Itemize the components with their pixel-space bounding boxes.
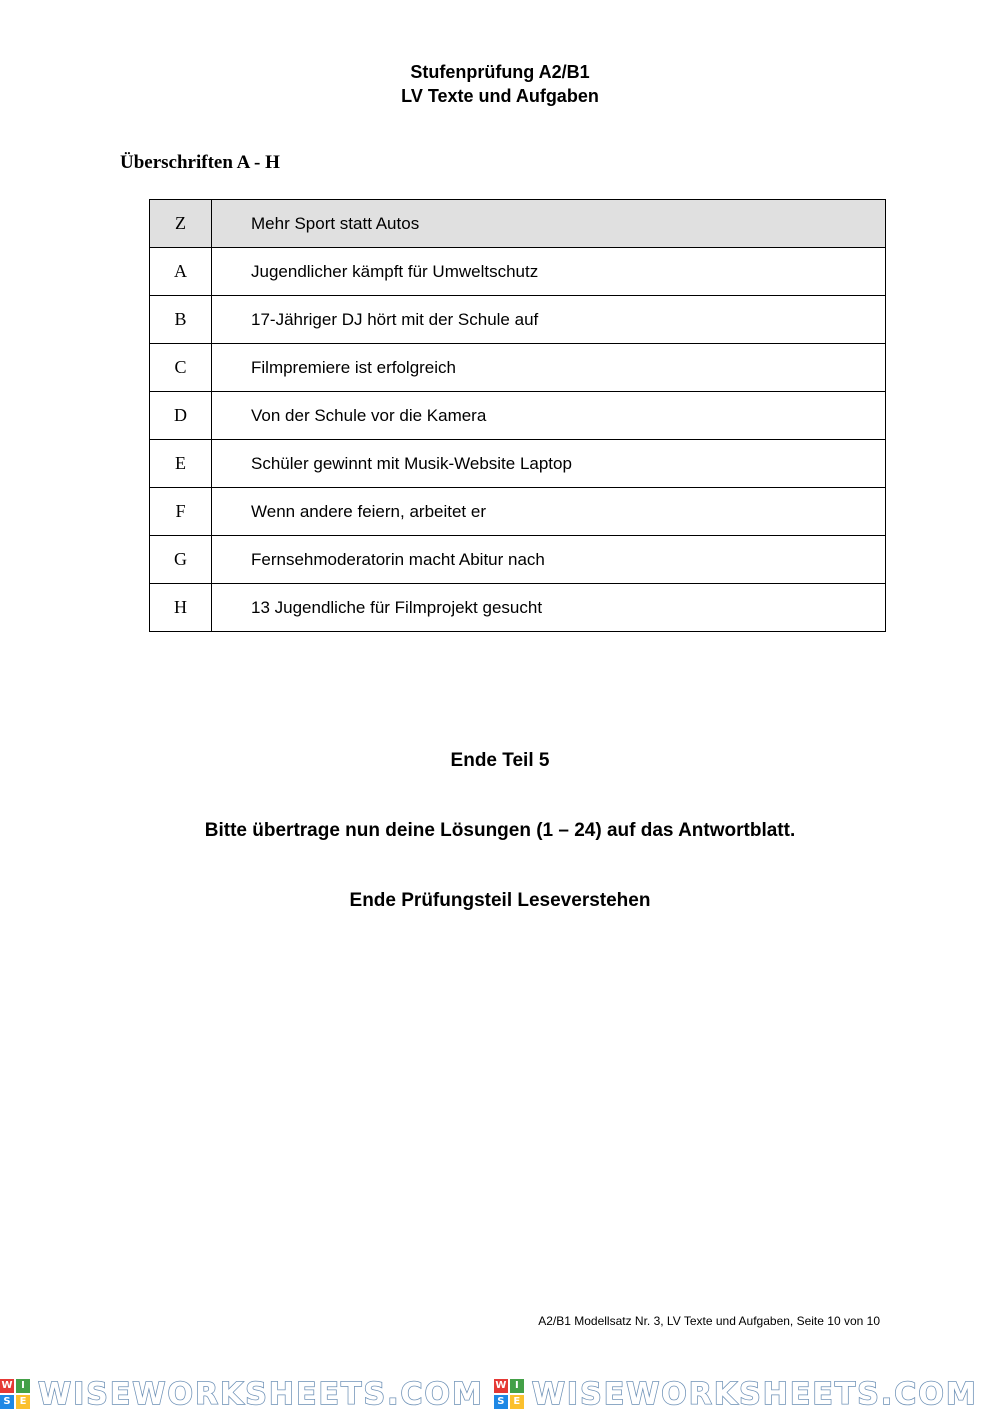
row-letter: F bbox=[150, 488, 212, 536]
row-heading: 17-Jähriger DJ hört mit der Schule auf bbox=[212, 296, 886, 344]
table-row bbox=[150, 584, 886, 632]
table-row bbox=[150, 248, 886, 296]
row-letter: H bbox=[150, 584, 212, 632]
row-heading: Jugendlicher kämpft für Umweltschutz bbox=[212, 248, 886, 296]
row-heading: Filmpremiere ist erfolgreich bbox=[212, 344, 886, 392]
wise-logo-icon: W I S E bbox=[0, 1379, 30, 1409]
watermark-banner bbox=[0, 1375, 1000, 1413]
table-row bbox=[150, 344, 886, 392]
row-letter: Z bbox=[150, 200, 212, 248]
end-section-label: Ende Prüfungsteil Leseverstehen bbox=[349, 890, 651, 911]
watermark-unit bbox=[0, 1377, 484, 1412]
headings-table bbox=[149, 199, 886, 632]
row-letter: A bbox=[150, 248, 212, 296]
document-subtitle: LV Texte und Aufgaben bbox=[401, 86, 599, 106]
end-part-label: Ende Teil 5 bbox=[450, 750, 550, 771]
table-row bbox=[150, 536, 886, 584]
row-heading: Mehr Sport statt Autos bbox=[212, 200, 886, 248]
section-title: Überschriften A - H bbox=[120, 152, 280, 173]
table-row bbox=[150, 392, 886, 440]
row-letter: E bbox=[150, 440, 212, 488]
transfer-instruction: Bitte übertrage nun deine Lösungen (1 – 24) auf das Antwortblatt. bbox=[204, 820, 796, 841]
row-letter: C bbox=[150, 344, 212, 392]
watermark-text: WISEWORKSHEETS.COM bbox=[531, 1376, 978, 1412]
row-heading: Fernsehmoderatorin macht Abitur nach bbox=[212, 536, 886, 584]
wise-logo-icon: W I S E bbox=[494, 1379, 524, 1409]
row-letter: G bbox=[150, 536, 212, 584]
row-heading: Wenn andere feiern, arbeitet er bbox=[212, 488, 886, 536]
table-row bbox=[150, 296, 886, 344]
watermark-text: WISEWORKSHEETS.COM bbox=[38, 1376, 484, 1412]
row-letter: D bbox=[150, 392, 212, 440]
table-row-example bbox=[150, 200, 886, 248]
row-heading: Von der Schule vor die Kamera bbox=[212, 392, 886, 440]
row-heading: Schüler gewinnt mit Musik-Website Laptop bbox=[212, 440, 886, 488]
document-header bbox=[0, 60, 1000, 108]
table-row bbox=[150, 488, 886, 536]
row-heading: 13 Jugendliche für Filmprojekt gesucht bbox=[212, 584, 886, 632]
row-letter: B bbox=[150, 296, 212, 344]
watermark-unit bbox=[494, 1377, 978, 1412]
page-footer: A2/B1 Modellsatz Nr. 3, LV Texte und Aufgaben, Seite 10 von 10 bbox=[538, 1314, 880, 1328]
document-title: Stufenprüfung A2/B1 bbox=[410, 62, 590, 82]
table-row bbox=[150, 440, 886, 488]
